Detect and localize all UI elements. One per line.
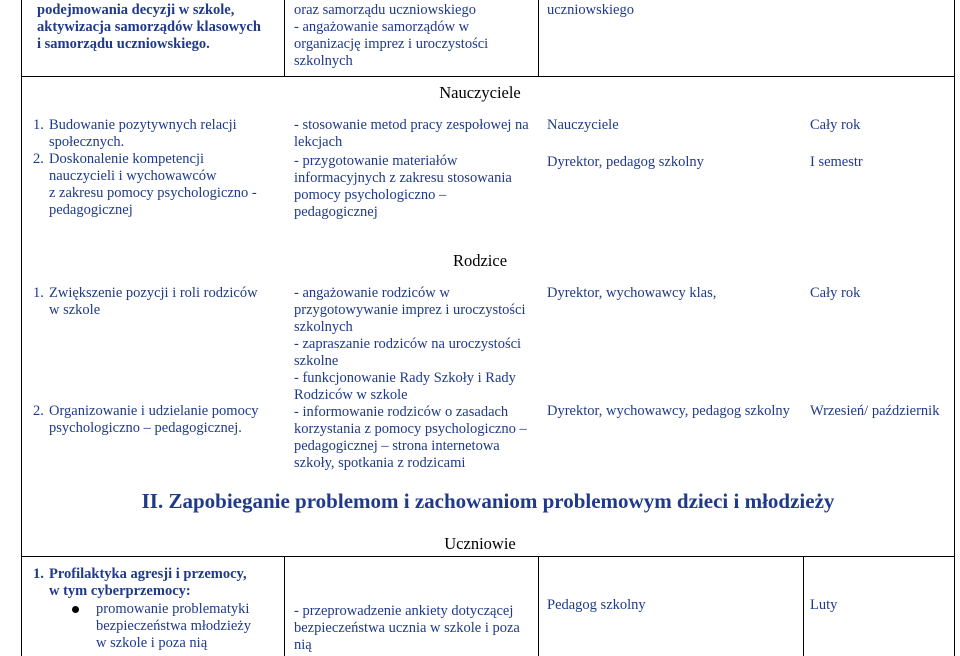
list-number: 2. [33,151,44,167]
text-line: w szkole i poza nią [96,635,208,651]
text-line: szkolne [294,353,339,369]
row1-col1-text [33,117,283,219]
list-item [33,403,283,420]
row2-col4-b: Wrzesień/ październik [810,403,940,419]
text-line: podejmowania decyzji w szkole, [37,2,235,18]
text-line: pedagogicznej – strona internetowa [294,438,500,454]
text-line: przygotowywanie imprez i uroczystości [294,302,526,318]
row1-col3-b: Dyrektor, pedagog szkolny [547,154,704,170]
text-line: - przygotowanie materiałów [294,153,458,169]
row2-col3-b: Dyrektor, wychowawcy, pedagog szkolny [547,403,790,419]
section-heading-ii: II. Zapobieganie problemom i zachowaniom problemowym dzieci i młodzieży [141,489,835,513]
row3-col1-bullet-text [96,601,281,652]
list-item [33,285,283,302]
row1-col4-a: Cały rok [810,117,861,133]
row0-col1-text [37,2,282,53]
text-line: aktywizacja samorządów klasowych [37,19,261,35]
text-line: w szkole [49,302,101,318]
text-line: szkolnych [294,53,353,69]
row-border [21,76,955,77]
row3-col2-text [294,603,536,654]
list-number: 1. [33,566,44,582]
column-divider-2 [538,0,539,76]
text-line: psychologiczno – pedagogicznej. [49,420,242,436]
row3-col4-text: Luty [810,597,838,613]
text-line: - angażowanie samorządów w [294,19,470,35]
text-line: szkoły, spotkania z rodzicami [294,455,466,471]
text-line: pomocy psychologiczno – [294,187,447,203]
row3-col1-text [33,566,283,600]
column-divider-1 [284,0,285,76]
text-line: korzystania z pomocy psychologiczno – [294,421,527,437]
list-number: 1. [33,117,44,133]
row3-col3-text: Pedagog szkolny [547,597,646,613]
list-number: 1. [33,285,44,301]
row0-col2-text [294,2,534,70]
text-line: bezpieczeństwa ucznia w szkole i poza [294,620,520,636]
text-line: - informowanie rodziców o zasadach [294,404,509,420]
row2-col2-text [294,285,536,472]
row0-col3-text: uczniowskiego [547,2,634,18]
table-border-right [954,0,955,656]
section-heading-uczniowie: Uczniowie [444,534,516,553]
text-line: z zakresu pomocy psychologiczno - [49,185,257,201]
text-line: - angażowanie rodziców w [294,285,450,301]
row2-col1-text-2 [33,403,283,437]
text-line: - zapraszanie rodziców na uroczystości [294,336,522,352]
text-line: Rodziców w szkole [294,387,408,403]
table-border-left [21,0,22,656]
text-line: organizację imprez i uroczystości [294,36,489,52]
row2-col4-a: Cały rok [810,285,861,301]
bullet-icon [72,606,79,613]
list-item [33,151,283,168]
row1-col3-a: Nauczyciele [547,117,619,133]
row-border [21,556,955,557]
row2-col3-a: Dyrektor, wychowawcy klas, [547,285,717,301]
text-line: - przeprowadzenie ankiety dotyczącej [294,603,514,619]
text-line: - stosowanie metod pracy zespołowej na [294,117,529,133]
list-item [33,117,283,134]
column-divider-1 [284,556,285,656]
text-line: bezpieczeństwa młodzieży [96,618,251,634]
column-divider-2 [538,556,539,656]
row1-col4-b: I semestr [810,154,863,170]
row2-col1-text [33,285,283,319]
text-line: Profilaktyka agresji i przemocy, [49,566,247,582]
text-line: szkolnych [294,319,353,335]
text-line: pedagogicznej [49,202,133,218]
text-line: - funkcjonowanie Rady Szkoły i Rady [294,370,516,386]
text-line: Organizowanie i udzielanie pomocy [49,403,259,419]
row1-col2-text [294,117,534,221]
text-line: w tym cyberprzemocy: [49,583,191,599]
column-divider-3 [803,556,804,656]
text-line: promowanie problematyki [96,601,250,617]
text-line: i samorządu uczniowskiego. [37,36,210,52]
text-line: lekcjach [294,134,343,150]
section-heading-nauczyciele: Nauczyciele [439,83,521,102]
text-line: Zwiększenie pozycji i roli rodziców [49,285,258,301]
text-line: nauczycieli i wychowawców [49,168,217,184]
text-line: oraz samorządu uczniowskiego [294,2,476,18]
list-item [33,566,283,583]
text-line: Doskonalenie kompetencji [49,151,205,167]
section-heading-rodzice: Rodzice [452,251,508,270]
text-line: pedagogicznej [294,204,378,220]
text-line: informacyjnych z zakresu stosowania [294,170,512,186]
text-line: Budowanie pozytywnych relacji [49,117,237,133]
text-line: nią [294,637,312,653]
list-number: 2. [33,403,44,419]
text-line: społecznych. [49,134,125,150]
